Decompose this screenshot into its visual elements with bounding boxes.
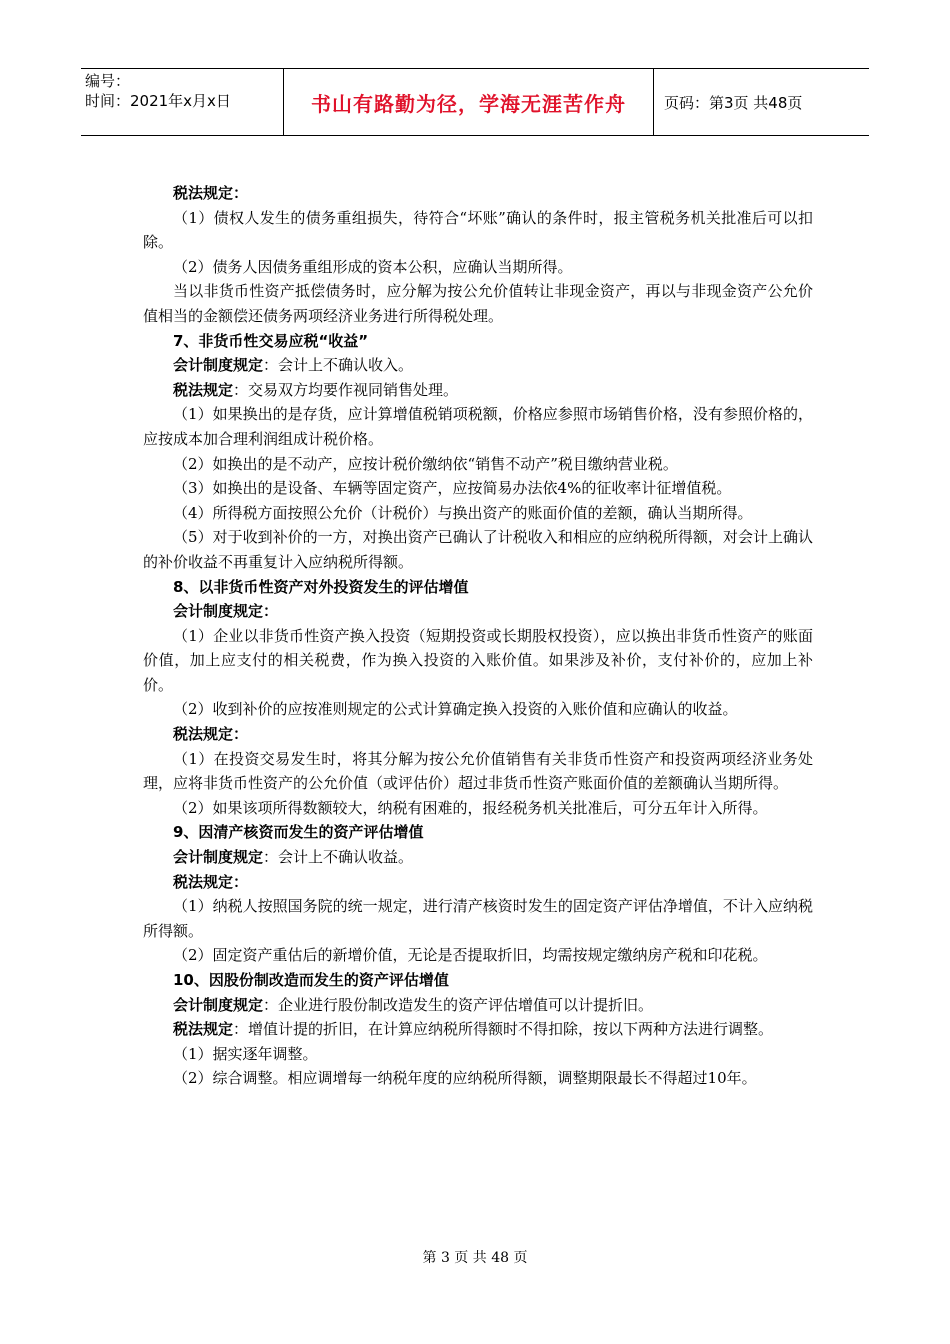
section-heading: 7、非货币性交易应税“收益” xyxy=(173,331,369,350)
body-paragraph: （1）债权人发生的债务重组损失，待符合“坏账”确认的条件时，报主管税务机关批准后可以扣除。 xyxy=(143,208,813,252)
paragraph-label: 税法规定 xyxy=(173,1020,234,1039)
paragraph-label: 会计制度规定 xyxy=(173,995,264,1014)
header-meta xyxy=(81,69,283,135)
body-paragraph: （2）收到补价的应按准则规定的公式计算确定换入投资的入账价值和应确认的收益。 xyxy=(173,700,738,719)
page-header xyxy=(81,68,869,136)
section-heading: 8、以非货币性资产对外投资发生的评估增值 xyxy=(173,577,469,596)
labeled-paragraph xyxy=(143,353,813,378)
section-heading: 9、因清产核资而发生的资产评估增值 xyxy=(173,823,424,842)
paragraph-label: 税法规定 xyxy=(173,380,234,399)
body-paragraph: （1）据实逐年调整。 xyxy=(173,1044,318,1063)
paragraph-text: ：交易双方均要作视同销售处理。 xyxy=(233,380,459,399)
labeled-paragraph xyxy=(143,378,813,403)
body-paragraph: （1）如果换出的是存货，应计算增值税销项税额，价格应参照市场销售价格，没有参照价格的，应按成本加合理利润组成计税价格。 xyxy=(143,405,813,448)
document-date-label: 时间：2021年x月x日 xyxy=(85,92,231,110)
section-heading: 会计制度规定： xyxy=(173,602,279,621)
paragraph-text: ：会计上不确认收益。 xyxy=(263,848,414,867)
body-paragraph: （2）固定资产重估后的新增价值，无论是否提取折旧，均需按规定缴纳房产税和印花税。 xyxy=(173,946,768,965)
body-paragraph: （4）所得税方面按照公允价（计税价）与换出资产的账面价值的差额，确认当期所得。 xyxy=(173,503,753,522)
body-paragraph: （1）在投资交易发生时，将其分解为按公允价值销售有关非货币性资产和投资两项经济业务处理，应将非货币性资产的公允价值（或评估价）超过非货币性资产账面价值的差额确认当期所得。 xyxy=(143,749,813,793)
paragraph-text: ：企业进行股份制改造发生的资产评估增值可以计提折旧。 xyxy=(263,995,654,1014)
paragraph-text: ：会计上不确认收入。 xyxy=(263,356,414,375)
paragraph-label: 会计制度规定 xyxy=(173,848,264,867)
section-heading: 税法规定： xyxy=(173,725,249,744)
section-heading: 税法规定： xyxy=(173,184,249,202)
header-page-number: 页码：第3页 共48页 xyxy=(664,93,803,112)
document-body xyxy=(143,181,813,1091)
body-paragraph: 当以非货币性资产抵偿债务时，应分解为按公允价值转让非现金资产，再以与非现金资产公允价值相当的金额偿还债务两项经济业务进行所得税处理。 xyxy=(143,282,813,325)
body-paragraph: （3）如换出的是设备、车辆等固定资产，应按简易办法依4%的征收率计征增值税。 xyxy=(173,479,732,498)
paragraph-label: 会计制度规定 xyxy=(173,356,264,375)
labeled-paragraph xyxy=(143,1017,813,1042)
body-paragraph: （2）如果该项所得数额较大，纳税有困难的，报经税务机关批准后，可分五年计入所得。 xyxy=(173,798,768,817)
body-paragraph: （1）企业以非货币性资产换入投资（短期投资或长期股权投资），应以换出非货币性资产的账面价值，加上应支付的相关税费，作为换入投资的入账价值。如果涉及补价，支付补价的，应加上补价。 xyxy=(143,626,813,694)
body-paragraph: （2）债务人因债务重组形成的资本公积，应确认当期所得。 xyxy=(173,257,573,276)
document-number-label: 编号： xyxy=(85,72,131,90)
page-footer: 第 3 页 共 48 页 xyxy=(422,1250,528,1266)
paragraph-text: ：增值计提的折旧，在计算应纳税所得额时不得扣除，按以下两种方法进行调整。 xyxy=(233,1020,774,1039)
body-paragraph: （5）对于收到补价的一方，对换出资产已确认了计税收入和相应的应纳税所得额，对会计上确认的补价收益不再重复计入应纳税所得额。 xyxy=(143,528,813,571)
body-paragraph: （2）如换出的是不动产，应按计税价缴纳依“销售不动产”税目缴纳营业税。 xyxy=(173,454,678,473)
labeled-paragraph xyxy=(143,993,813,1018)
body-paragraph: （2）综合调整。相应调增每一纳税年度的应纳税所得额，调整期限最长不得超过10年。 xyxy=(173,1069,757,1088)
body-paragraph: （1）纳税人按照国务院的统一规定，进行清产核资时发生的固定资产评估净增值，不计入应纳税所得额。 xyxy=(143,897,813,940)
header-motto: 书山有路勤为径，学海无涯苦作舟 xyxy=(283,69,654,135)
section-heading: 10、因股份制改造而发生的资产评估增值 xyxy=(173,971,449,989)
labeled-paragraph xyxy=(143,845,813,870)
section-heading: 税法规定： xyxy=(173,872,249,891)
